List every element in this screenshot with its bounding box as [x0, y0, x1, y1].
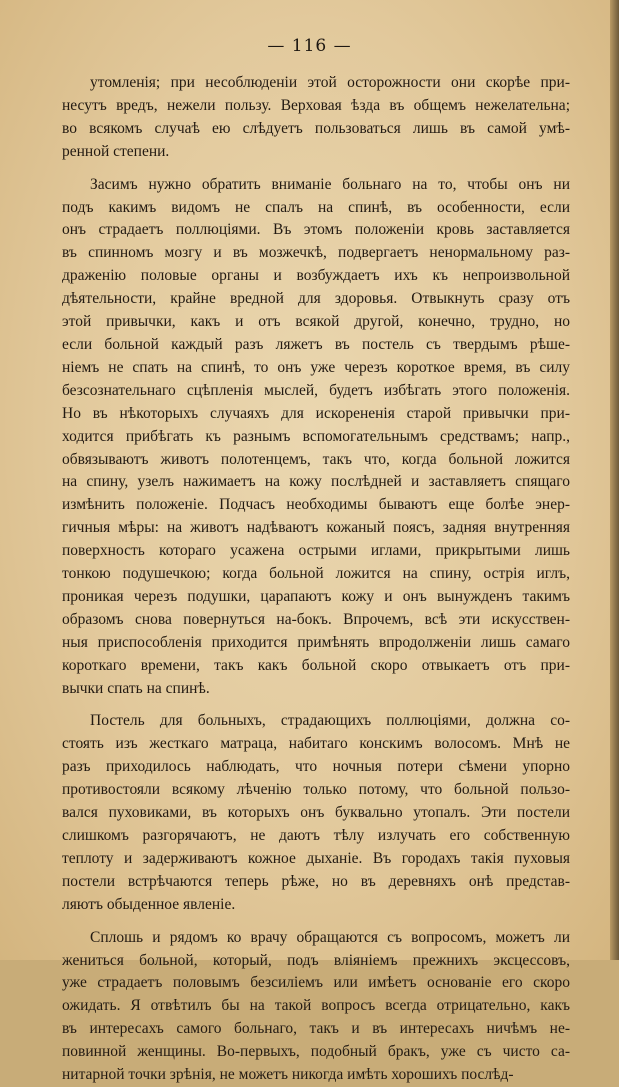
text-line: ныя приспособленія приходится примѣнять впродолженіи лишь самаго	[62, 633, 570, 651]
text-line: вался пуховиками, въ которыхъ онъ буквально утопалъ. Эти постели	[62, 804, 570, 822]
text-line: поверхность котораго усажена острыми иглами, прикрытыми лишь	[62, 542, 570, 560]
text-line: нитарной точки зрѣнія, не можетъ никогда имѣть хорошихъ послѣд-	[62, 1066, 514, 1084]
text-line: теплоту и задерживаютъ кожное дыханіе. Въ городахъ такія пуховыя	[62, 849, 570, 867]
text-line: онъ страдаетъ поллюціями. Въ этомъ положеніи кровь заставляется	[62, 221, 570, 239]
paragraph	[62, 72, 570, 164]
body-text	[62, 72, 570, 1087]
text-line: во всякомъ случаѣ ею слѣдуетъ пользоваться лишь въ самой умѣ-	[62, 119, 570, 137]
text-line: ренной степени.	[62, 142, 170, 160]
text-line: проникая черезъ подушки, царапаютъ кожу и онъ вынужденъ такимъ	[62, 587, 570, 605]
text-line: повинной женщины. Во-первыхъ, подобный бракъ, уже съ чисто са-	[62, 1043, 570, 1061]
text-line: слишкомъ разгорячаютъ, не даютъ тѣлу излучать его собственную	[62, 827, 570, 844]
text-line: подъ какимъ видомъ не спалъ на спинѣ, въ особенности, если	[62, 198, 570, 216]
text-line: безсознательнаго сцѣпленія мыслей, будетъ избѣгать этого положенія.	[62, 381, 570, 399]
text-line: стоять изъ жесткаго матраца, набитаго конскимъ волосомъ. Мнѣ не	[62, 735, 570, 753]
text-line: въ спинномъ мозгу и въ мозжечкѣ, подвергаетъ ненормальному раз-	[62, 244, 570, 262]
text-line: въ интересахъ самого больнаго, такъ и въ интересахъ ничѣмъ не-	[62, 1020, 570, 1038]
page-number: — 116 —	[267, 36, 352, 56]
text-line: Постель для больныхъ, страдающихъ поллюціями, должна со-	[90, 712, 570, 730]
text-line: образомъ снова повернуться на-бокъ. Впрочемъ, всѣ эти искусствен-	[62, 610, 570, 628]
text-line: обвязываютъ животъ полотенцемъ, такъ что, когда больной ложится	[62, 450, 570, 468]
text-line: Сплошь и рядомъ ко врачу обращаются съ вопросомъ, можетъ ли	[90, 928, 570, 946]
text-line: ляютъ обыденное явленіе.	[62, 895, 236, 913]
text-line: утомленія; при несоблюденіи этой осторожности они скорѣе при-	[90, 74, 570, 91]
paragraph	[62, 927, 570, 1087]
text-line: несутъ вредъ, нежели пользу. Верховая ѣзда въ общемъ нежелательна;	[62, 96, 570, 114]
text-line: ніемъ не спать на спинѣ, то онъ уже черезъ короткое время, въ силу	[62, 358, 570, 376]
text-line: вычки спать на спинѣ.	[62, 679, 210, 697]
text-line: если больной каждый разъ ляжетъ въ постель съ твердымъ рѣше-	[62, 335, 570, 353]
text-line: измѣнить положеніе. Подчасъ необходимы бываютъ еще болѣе энер-	[62, 496, 570, 514]
text-line: противостояли всякому лѣченію только потому, что больной пользо-	[62, 781, 570, 799]
text-line: Но въ нѣкоторыхъ случаяхъ для искорененія старой привычки при-	[62, 404, 570, 422]
text-line: ожидать. Я отвѣтилъ бы на такой вопросъ всегда отрицательно, какъ	[62, 997, 570, 1015]
page-spine-shadow	[610, 0, 619, 960]
paragraph	[62, 710, 570, 916]
text-line: дѣятельности, крайне вредной для здоровья. Отвыкнуть сразу отъ	[62, 290, 570, 308]
paragraph	[62, 174, 570, 701]
text-line: гичныя мѣры: на животъ надѣваютъ кожаный поясъ, задняя внутренняя	[62, 519, 570, 537]
text-line: жениться больной, который, подъ вліяніемъ прежнихъ эксцессовъ,	[62, 951, 570, 969]
text-line: постели встрѣчаются теперь рѣже, но въ деревняхъ онѣ представ-	[62, 872, 570, 890]
text-line: на спину, узелъ нажимаетъ на кожу послѣдней и заставляетъ спящаго	[62, 473, 570, 491]
text-line: драженію половые органы и возбуждаетъ ихъ къ непроизвольной	[62, 267, 570, 285]
text-line: уже страдаетъ половымъ безсиліемъ или имѣетъ основаніе его скоро	[62, 974, 570, 992]
text-line: тонкою подушечкою; когда больной ложится на спину, острія иглъ,	[62, 565, 570, 583]
text-line: разъ приходилось наблюдать, что ночныя потери сѣмени упорно	[62, 758, 570, 776]
text-line: этой привычки, какъ и отъ всякой другой, конечно, трудно, но	[62, 313, 570, 331]
text-line: ходится прибѣгать къ разнымъ вспомогательнымъ средствамъ; напр.,	[62, 427, 570, 445]
text-line: короткаго времени, такъ какъ больной скоро отвыкаетъ отъ при-	[62, 656, 570, 674]
text-line: Засимъ нужно обратить вниманіе больнаго на то, чтобы онъ ни	[90, 175, 570, 193]
